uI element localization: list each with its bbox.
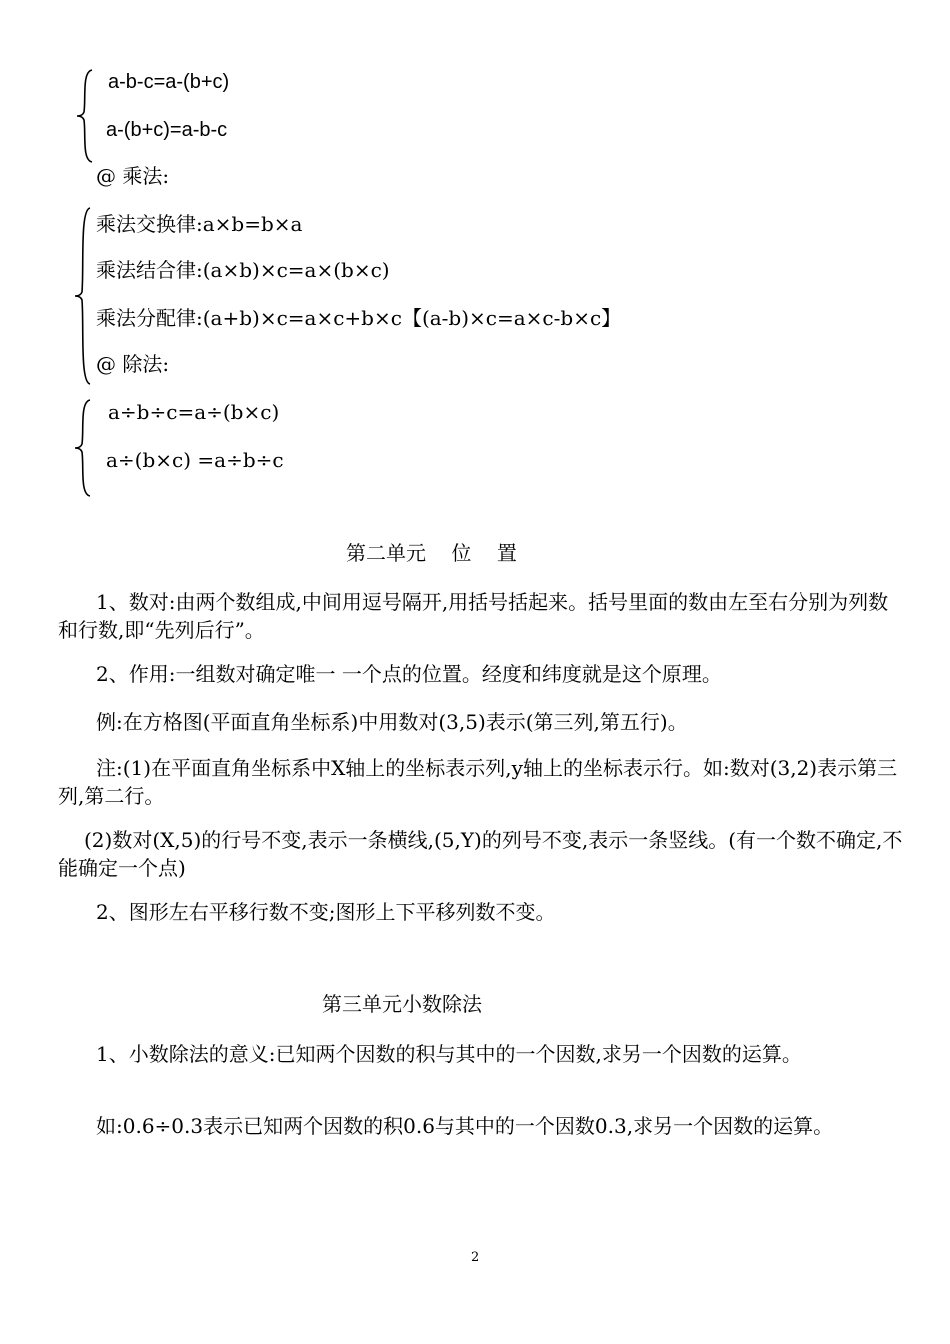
multiplication-rule-associative: 乘法结合律:(a×b)×c=a×(b×c)	[96, 258, 390, 282]
unit2-paragraph-4: 注:(1)在平面直角坐标系中X轴上的坐标表示列,y轴上的坐标表示行。如:数对(3,2)表示第三列,第二行。	[58, 756, 898, 808]
left-brace-division	[72, 398, 94, 498]
subtraction-rule-1: a-b-c=a-(b+c)	[108, 71, 230, 93]
division-rule-2: a÷(b×c) =a÷b÷c	[106, 448, 284, 472]
division-heading: @ 除法:	[96, 352, 170, 376]
unit3-paragraph-2: 如:0.6÷0.3表示已知两个因数的积0.6与其中的一个因数0.3,求另一个因数的运算。	[96, 1114, 834, 1138]
unit2-title: 第二单元 位 置	[346, 541, 517, 565]
division-rule-1: a÷b÷c=a÷(b×c)	[108, 400, 280, 424]
multiplication-rule-commutative: 乘法交换律:a×b=b×a	[96, 212, 303, 236]
left-brace-subtraction	[74, 68, 96, 164]
left-brace-multiplication	[72, 206, 94, 386]
unit3-title: 第三单元小数除法	[322, 992, 482, 1016]
page-number: 2	[471, 1250, 480, 1265]
multiplication-rule-distributive: 乘法分配律:(a+b)×c=a×c+b×c【(a-b)×c=a×c-b×c】	[96, 306, 622, 330]
unit2-paragraph-5: (2)数对(X,5)的行号不变,表示一条横线,(5,Y)的列号不变,表示一条竖线。(有一个数不确定,不能确定一个点)	[58, 828, 903, 880]
unit2-paragraph-2: 2、作用:一组数对确定唯一 一个点的位置。经度和纬度就是这个原理。	[96, 662, 722, 686]
unit2-paragraph-6: 2、图形左右平移行数不变;图形上下平移列数不变。	[96, 900, 556, 924]
unit2-paragraph-1: 1、数对:由两个数组成,中间用逗号隔开,用括号括起来。括号里面的数由左至右分别为列数和行数,即“先列后行”。	[58, 590, 889, 642]
subtraction-rule-2: a-(b+c)=a-b-c	[106, 119, 228, 141]
unit3-paragraph-1: 1、小数除法的意义:已知两个因数的积与其中的一个因数,求另一个因数的运算。	[96, 1042, 802, 1066]
unit2-paragraph-3: 例:在方格图(平面直角坐标系)中用数对(3,5)表示(第三列,第五行)。	[96, 710, 688, 734]
multiplication-heading: @ 乘法:	[96, 164, 170, 188]
